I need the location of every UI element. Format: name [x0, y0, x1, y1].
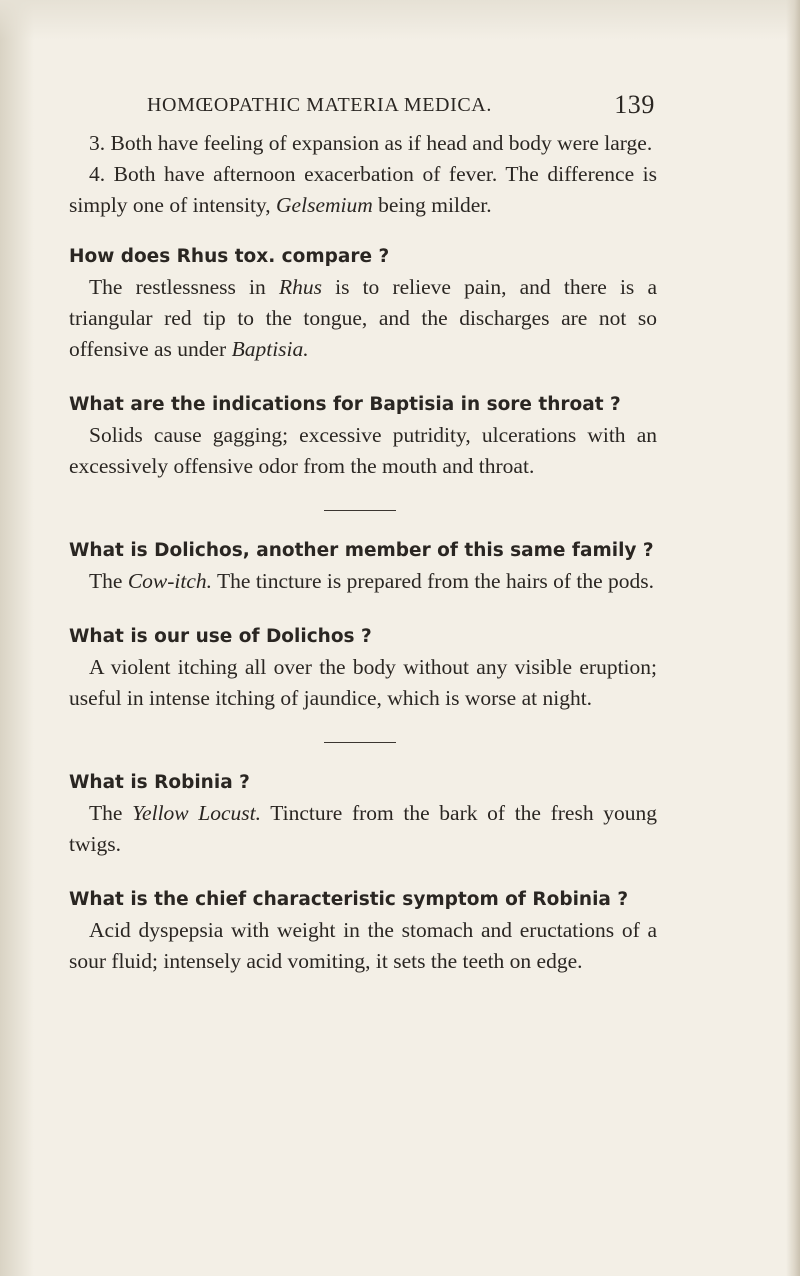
italic-term: Cow-itch. — [127, 569, 213, 593]
text-run: The tincture is prepared from the hairs of the pods. — [212, 569, 655, 593]
page-number: 139 — [614, 90, 655, 119]
paragraph-point-3: 3. Both have feeling of expansion as if head and body were large. — [89, 131, 653, 155]
question-rhus-tox: How does Rhus tox. compare ? — [69, 246, 390, 267]
italic-term: Gelsemium — [276, 193, 373, 217]
italic-term: Yellow Locust. — [132, 801, 261, 825]
page-edge-shadow-top — [0, 0, 800, 40]
italic-term: Baptisia. — [231, 337, 309, 361]
question-robinia-symptom: What is the chief characteristic symptom of Robinia ? — [69, 889, 629, 910]
answer-dolichos — [69, 566, 657, 597]
answer-dolichos-use: A violent itching all over the body without any visible eruption; useful in intense itching of jaundice, which is worse at night. — [69, 655, 657, 710]
answer-robinia-symptom: Acid dyspepsia with weight in the stomach and eructations of a sour fluid; intensely acid vomiting, it sets the teeth on edge. — [69, 918, 657, 973]
answer-rhus-tox — [69, 272, 657, 365]
text-run: is to relieve pain, and there is a triangular red tip to the tongue, and the discharges are not so offensive as under — [69, 275, 657, 361]
running-title: HOMŒOPATHIC MATERIA MEDICA. — [147, 94, 492, 116]
question-robinia: What is Robinia ? — [69, 772, 250, 793]
paragraph-point-4 — [69, 159, 657, 221]
question-dolichos: What is Dolichos, another member of this same family ? — [69, 540, 654, 561]
page-content — [69, 92, 657, 977]
text-run: The — [89, 569, 128, 593]
text-run: Tincture from the bark of the fresh young twigs. — [69, 801, 657, 856]
italic-term: Rhus — [278, 275, 322, 299]
question-dolichos-use: What is our use of Dolichos ? — [69, 626, 372, 647]
text-run: The restlessness in — [89, 275, 279, 299]
page-edge-shadow-left — [0, 0, 34, 1276]
answer-robinia — [69, 798, 657, 860]
page-edge-shadow-right — [786, 0, 800, 1276]
question-baptisia-sore-throat: What are the indications for Baptisia in sore throat ? — [69, 394, 621, 415]
text-run: 4. Both have afternoon exacerbation of fever. The difference is simply one of intensity, — [69, 162, 657, 217]
text-run: The — [89, 801, 133, 825]
answer-baptisia-sore-throat: Solids cause gagging; excessive putridity, ulcerations with an excessively offensive odor from the mouth and throat. — [69, 423, 657, 478]
text-run: being milder. — [372, 193, 492, 217]
section-divider — [324, 742, 396, 743]
section-divider — [324, 510, 396, 511]
running-head — [69, 92, 657, 128]
